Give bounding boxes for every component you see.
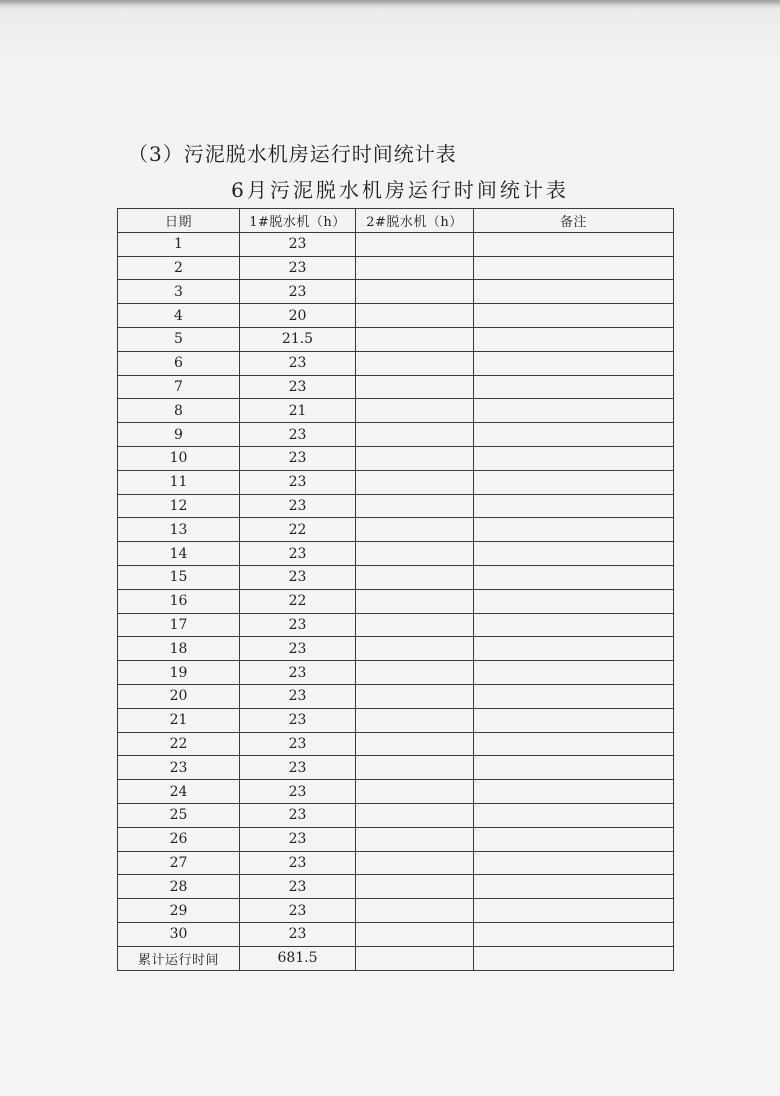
table-row <box>118 399 674 423</box>
cell-dewaterer-1: 23 <box>240 351 356 375</box>
cell-date: 16 <box>118 589 240 613</box>
cell-date: 4 <box>118 304 240 328</box>
cell-remarks <box>474 803 674 827</box>
cell-dewaterer-2 <box>356 875 474 899</box>
cell-dewaterer-1: 23 <box>240 756 356 780</box>
table-row <box>118 827 674 851</box>
table-row <box>118 518 674 542</box>
cell-dewaterer-2 <box>356 446 474 470</box>
cell-dewaterer-2 <box>356 589 474 613</box>
cell-dewaterer-1: 23 <box>240 851 356 875</box>
cell-dewaterer-2 <box>356 661 474 685</box>
cell-dewaterer-1: 23 <box>240 613 356 637</box>
header-date: 日期 <box>118 209 240 233</box>
total-row <box>118 946 674 970</box>
table-row <box>118 304 674 328</box>
total-dewaterer-1: 681.5 <box>240 946 356 970</box>
cell-dewaterer-1: 23 <box>240 780 356 804</box>
table-row <box>118 661 674 685</box>
cell-dewaterer-1: 23 <box>240 375 356 399</box>
section-heading: （3）污泥脱水机房运行时间统计表 <box>128 142 457 166</box>
table-row <box>118 470 674 494</box>
cell-dewaterer-2 <box>356 803 474 827</box>
cell-dewaterer-1: 23 <box>240 637 356 661</box>
table-row <box>118 232 674 256</box>
cell-remarks <box>474 875 674 899</box>
cell-dewaterer-2 <box>356 827 474 851</box>
cell-date: 9 <box>118 423 240 447</box>
cell-dewaterer-2 <box>356 256 474 280</box>
table-row <box>118 256 674 280</box>
runtime-table <box>117 208 674 971</box>
cell-dewaterer-2 <box>356 494 474 518</box>
cell-date: 28 <box>118 875 240 899</box>
table-row <box>118 423 674 447</box>
cell-date: 2 <box>118 256 240 280</box>
cell-dewaterer-2 <box>356 280 474 304</box>
table-row <box>118 280 674 304</box>
cell-remarks <box>474 613 674 637</box>
cell-dewaterer-1: 21 <box>240 399 356 423</box>
cell-dewaterer-1: 21.5 <box>240 327 356 351</box>
cell-dewaterer-2 <box>356 708 474 732</box>
cell-date: 3 <box>118 280 240 304</box>
cell-date: 25 <box>118 803 240 827</box>
cell-dewaterer-1: 23 <box>240 494 356 518</box>
cell-remarks <box>474 827 674 851</box>
cell-remarks <box>474 518 674 542</box>
cell-date: 21 <box>118 708 240 732</box>
cell-dewaterer-1: 23 <box>240 708 356 732</box>
cell-remarks <box>474 708 674 732</box>
table-row <box>118 613 674 637</box>
cell-dewaterer-2 <box>356 351 474 375</box>
cell-date: 27 <box>118 851 240 875</box>
table-row <box>118 851 674 875</box>
cell-remarks <box>474 899 674 923</box>
cell-remarks <box>474 684 674 708</box>
cell-date: 5 <box>118 327 240 351</box>
cell-remarks <box>474 661 674 685</box>
cell-remarks <box>474 423 674 447</box>
cell-dewaterer-2 <box>356 542 474 566</box>
cell-dewaterer-1: 23 <box>240 827 356 851</box>
table-row <box>118 875 674 899</box>
cell-dewaterer-2 <box>356 232 474 256</box>
table-header-row <box>118 209 674 233</box>
cell-remarks <box>474 470 674 494</box>
cell-date: 13 <box>118 518 240 542</box>
cell-dewaterer-1: 23 <box>240 875 356 899</box>
cell-dewaterer-1: 23 <box>240 256 356 280</box>
cell-dewaterer-2 <box>356 423 474 447</box>
cell-dewaterer-1: 23 <box>240 661 356 685</box>
table-row <box>118 542 674 566</box>
cell-date: 7 <box>118 375 240 399</box>
cell-dewaterer-2 <box>356 780 474 804</box>
cell-date: 14 <box>118 542 240 566</box>
cell-dewaterer-2 <box>356 637 474 661</box>
cell-dewaterer-2 <box>356 518 474 542</box>
total-label: 累计运行时间 <box>118 946 240 970</box>
table-row <box>118 922 674 946</box>
table-row <box>118 589 674 613</box>
cell-dewaterer-1: 23 <box>240 423 356 447</box>
cell-remarks <box>474 494 674 518</box>
cell-date: 20 <box>118 684 240 708</box>
cell-dewaterer-2 <box>356 899 474 923</box>
table-row <box>118 756 674 780</box>
cell-dewaterer-1: 23 <box>240 565 356 589</box>
table-row <box>118 708 674 732</box>
table-row <box>118 351 674 375</box>
cell-remarks <box>474 542 674 566</box>
table-row <box>118 375 674 399</box>
cell-dewaterer-1: 22 <box>240 518 356 542</box>
cell-dewaterer-1: 23 <box>240 803 356 827</box>
cell-date: 22 <box>118 732 240 756</box>
cell-dewaterer-2 <box>356 304 474 328</box>
cell-remarks <box>474 732 674 756</box>
cell-date: 23 <box>118 756 240 780</box>
cell-date: 11 <box>118 470 240 494</box>
cell-date: 15 <box>118 565 240 589</box>
cell-remarks <box>474 304 674 328</box>
cell-remarks <box>474 851 674 875</box>
table-row <box>118 899 674 923</box>
cell-date: 6 <box>118 351 240 375</box>
cell-date: 12 <box>118 494 240 518</box>
cell-dewaterer-1: 23 <box>240 922 356 946</box>
cell-date: 18 <box>118 637 240 661</box>
header-remarks: 备注 <box>474 209 674 233</box>
cell-dewaterer-1: 23 <box>240 732 356 756</box>
cell-remarks <box>474 756 674 780</box>
cell-remarks <box>474 780 674 804</box>
cell-remarks <box>474 922 674 946</box>
table-row <box>118 494 674 518</box>
cell-dewaterer-2 <box>356 327 474 351</box>
cell-dewaterer-1: 23 <box>240 446 356 470</box>
cell-remarks <box>474 589 674 613</box>
table-body <box>118 232 674 946</box>
cell-date: 29 <box>118 899 240 923</box>
table-row <box>118 327 674 351</box>
cell-dewaterer-1: 23 <box>240 280 356 304</box>
cell-dewaterer-1: 23 <box>240 899 356 923</box>
cell-date: 24 <box>118 780 240 804</box>
cell-dewaterer-2 <box>356 732 474 756</box>
cell-dewaterer-2 <box>356 470 474 494</box>
cell-dewaterer-1: 20 <box>240 304 356 328</box>
cell-dewaterer-2 <box>356 399 474 423</box>
cell-dewaterer-2 <box>356 756 474 780</box>
cell-date: 1 <box>118 232 240 256</box>
table-row <box>118 803 674 827</box>
table-row <box>118 637 674 661</box>
cell-date: 8 <box>118 399 240 423</box>
header-dewaterer-1: 1#脱水机（h） <box>240 209 356 233</box>
cell-remarks <box>474 637 674 661</box>
page-top-shadow <box>0 0 780 10</box>
cell-remarks <box>474 375 674 399</box>
cell-dewaterer-1: 23 <box>240 684 356 708</box>
header-dewaterer-2: 2#脱水机（h） <box>356 209 474 233</box>
cell-remarks <box>474 280 674 304</box>
table-row <box>118 446 674 470</box>
cell-dewaterer-2 <box>356 922 474 946</box>
cell-dewaterer-2 <box>356 375 474 399</box>
cell-remarks <box>474 256 674 280</box>
cell-dewaterer-1: 23 <box>240 470 356 494</box>
cell-date: 30 <box>118 922 240 946</box>
cell-dewaterer-1: 22 <box>240 589 356 613</box>
table-row <box>118 684 674 708</box>
table-row <box>118 565 674 589</box>
cell-dewaterer-2 <box>356 565 474 589</box>
cell-remarks <box>474 399 674 423</box>
cell-dewaterer-1: 23 <box>240 232 356 256</box>
table-row <box>118 780 674 804</box>
cell-remarks <box>474 351 674 375</box>
cell-date: 26 <box>118 827 240 851</box>
cell-date: 10 <box>118 446 240 470</box>
cell-dewaterer-2 <box>356 851 474 875</box>
total-dewaterer-2 <box>356 946 474 970</box>
cell-dewaterer-2 <box>356 613 474 637</box>
cell-dewaterer-2 <box>356 684 474 708</box>
total-remarks <box>474 946 674 970</box>
table-row <box>118 732 674 756</box>
table-title: 6月污泥脱水机房运行时间统计表 <box>231 178 569 202</box>
cell-dewaterer-1: 23 <box>240 542 356 566</box>
cell-remarks <box>474 327 674 351</box>
cell-date: 17 <box>118 613 240 637</box>
cell-remarks <box>474 446 674 470</box>
cell-remarks <box>474 232 674 256</box>
cell-date: 19 <box>118 661 240 685</box>
cell-remarks <box>474 565 674 589</box>
